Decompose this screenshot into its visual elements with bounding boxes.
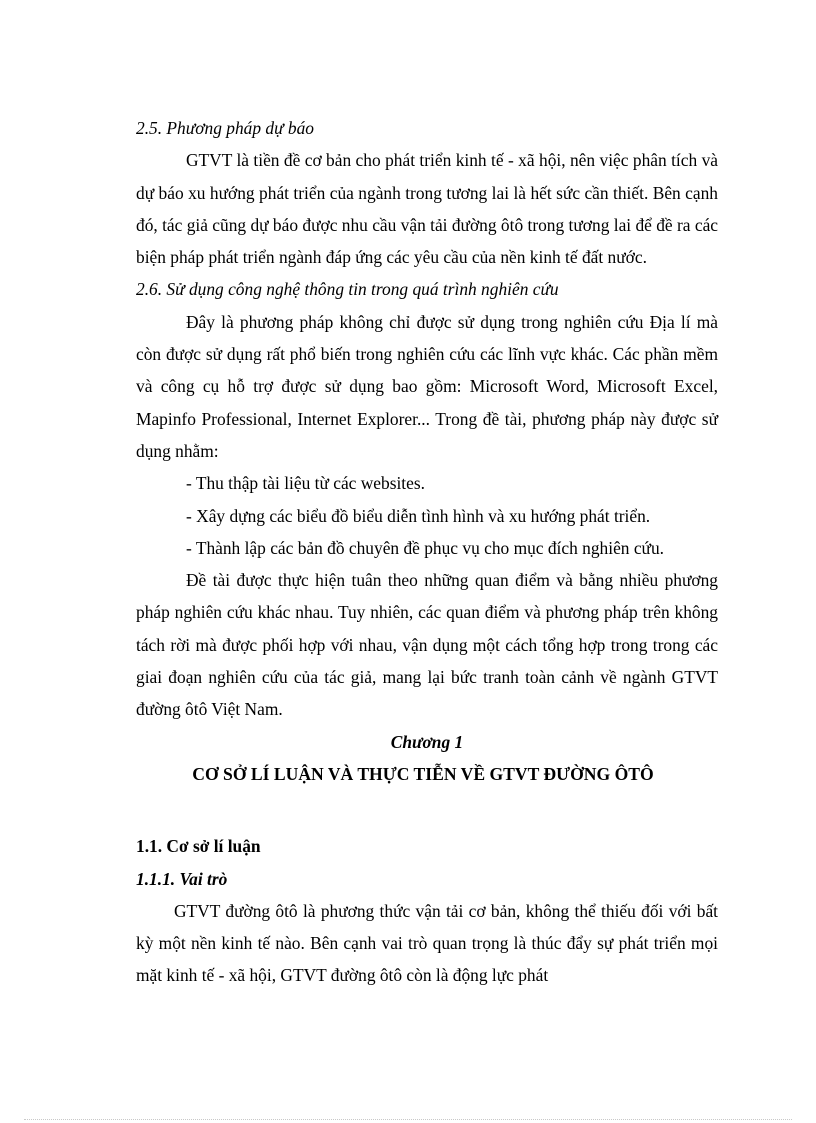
chapter-title: CƠ SỞ LÍ LUẬN VÀ THỰC TIỄN VỀ GTVT ĐƯỜNG ÔTÔ — [192, 763, 654, 784]
page-bottom-divider — [24, 1119, 792, 1120]
document-page — [136, 112, 718, 992]
section-2-6-paragraph: Đây là phương pháp không chỉ được sử dụng trong nghiên cứu Địa lí mà còn được sử dụng rất phổ biến trong nghiên cứu các lĩnh vực khác. Các phần mềm và công cụ hỗ trợ được sử dụng bao gồm: Microsoft Word, Microsoft Excel, Mapinfo Professional, Internet Explorer... Trong đề tài, phương pháp này được sử dụng nhằm: — [136, 311, 718, 461]
section-1-1-1-paragraph: GTVT đường ôtô là phương thức vận tải cơ bản, không thể thiếu đối với bất kỳ một nền kinh tế nào. Bên cạnh vai trò quan trọng là thúc đẩy sự phát triển mọi mặt kinh tế - xã hội, GTVT đường ôtô còn là động lực phát — [136, 900, 718, 986]
section-2-5-paragraph: GTVT là tiền đề cơ bản cho phát triển kinh tế - xã hội, nên việc phân tích và dự báo xu hướng phát triển của ngành trong tương lai là hết sức cần thiết. Bên cạnh đó, tác giả cũng dự báo được nhu cầu vận tải đường ôtô trong tương lai để đề ra các biện pháp phát triển ngành đáp ứng các yêu cầu của nền kinh tế đất nước. — [136, 150, 719, 268]
chapter-label: Chương 1 — [390, 731, 464, 752]
summary-paragraph: Đề tài được thực hiện tuân theo những quan điểm và bằng nhiều phương pháp nghiên cứu khác nhau. Tuy nhiên, các quan điểm và phương pháp trên không tách rời mà được phối hợp với nhau, vận dụng một cách tổng hợp trong trong các giai đoạn nghiên cứu của tác giả, mang lại bức tranh toàn cảnh về ngành GTVT đường ôtô Việt Nam. — [136, 570, 718, 720]
section-2-5-heading: 2.5. Phương pháp dự báo — [136, 118, 314, 138]
section-2-6-heading: 2.6. Sử dụng công nghệ thông tin trong quá trình nghiên cứu — [136, 279, 559, 300]
spacer — [136, 790, 718, 830]
bullet-item: - Thành lập các bản đồ chuyên đề phục vụ cho mục đích nghiên cứu. — [186, 537, 665, 558]
section-1-1-heading: 1.1. Cơ sở lí luận — [136, 836, 261, 857]
section-1-1-1-heading: 1.1.1. Vai trò — [136, 868, 228, 889]
bullet-item: - Xây dựng các biểu đồ biểu diễn tình hình và xu hướng phát triển. — [186, 505, 651, 526]
bullet-item: - Thu thập tài liệu từ các websites. — [186, 473, 425, 494]
